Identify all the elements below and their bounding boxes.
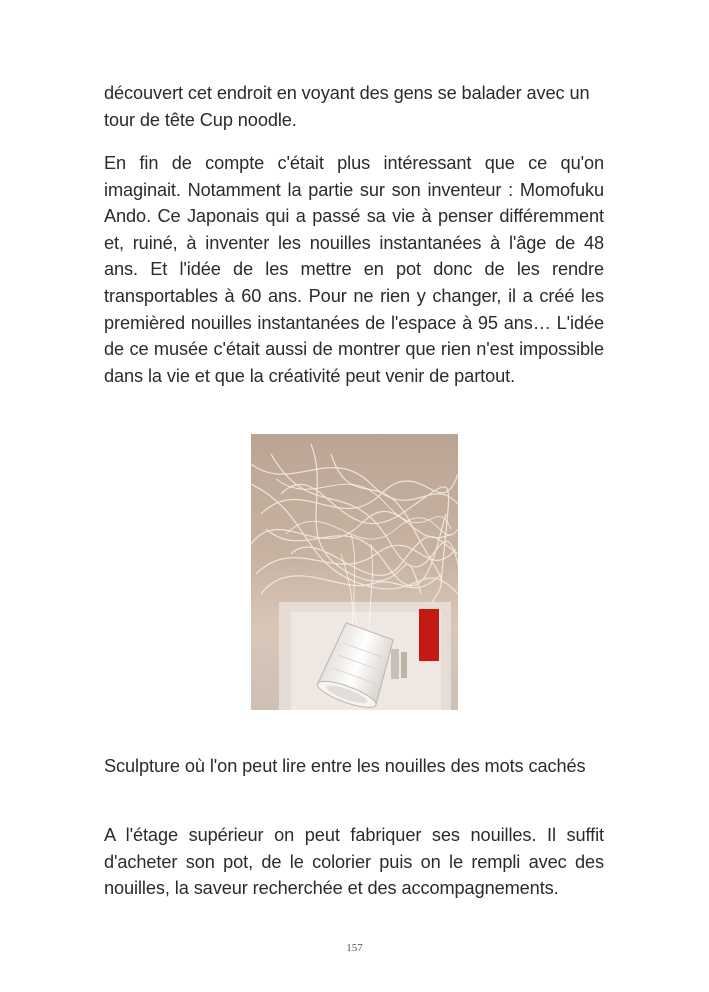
paragraph-inventor: En fin de compte c'était plus intéressant que ce qu'on imaginait. Notamment la partie sur son inventeur : Momofuku Ando. Ce Japonais qui a passé sa vie à penser différemment et, ruiné, à inventer les nouilles instantanées à l'âge de 48 ans. Et l'idée de les mettre en pot donc de les rendre transportables à 60 ans. Pour ne rien y changer, il a créé les premièred nouilles instantanées de l'espace à 95 ans… L'idée de ce musée c'était aussi de montrer que rien n'est impossible dans la vie et que la créativité peut venir de partout. [104,153,604,386]
red-panel [419,609,439,661]
paragraph-upper-floor: A l'étage supérieur on peut fabriquer ses nouilles. Il suffit d'acheter son pot, de le colorier puis on le rempli avec des nouilles, la saveur recherchée et des accompagnements. [104,825,604,899]
photo-caption: Sculpture où l'on peut lire entre les nouilles des mots cachés [104,756,586,776]
paragraph-intro: découvert cet endroit en voyant des gens se balader avec un tour de tête Cup noodle. [104,83,590,130]
page-number: 157 [346,942,363,954]
noodle-sculpture-photo [251,434,458,710]
